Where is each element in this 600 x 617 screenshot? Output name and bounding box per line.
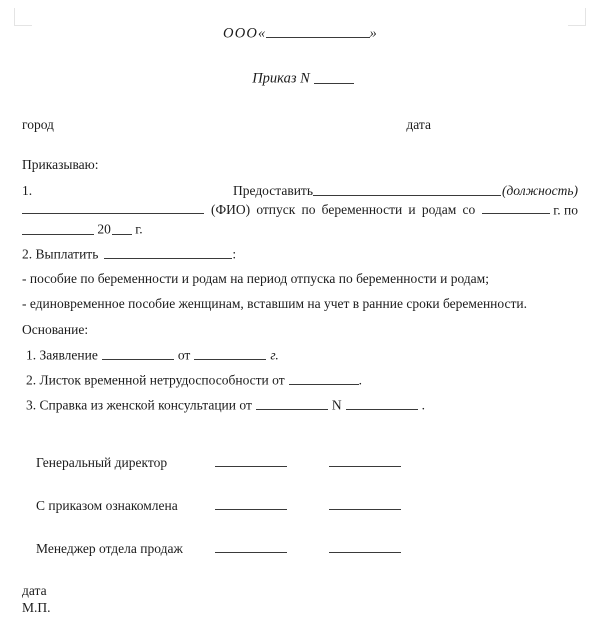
item-1-end-date-blank[interactable] xyxy=(22,221,94,234)
item-1-position-hint: (должность) xyxy=(501,183,578,199)
basis-item-1 xyxy=(22,346,578,363)
footer-seal-label: М.П. xyxy=(22,599,51,615)
org-prefix: ООО xyxy=(223,25,259,42)
item-1-fio-blank[interactable] xyxy=(22,201,204,214)
signature-block xyxy=(22,454,578,557)
signature-line-sign[interactable] xyxy=(215,454,287,467)
basis-item-3-label: Справка из женской консультации от xyxy=(39,397,252,413)
basis-item-1-blank-a[interactable] xyxy=(102,346,174,359)
item-1-po: по xyxy=(564,202,578,218)
order-item-1-line-1 xyxy=(22,183,578,199)
order-number-blank[interactable] xyxy=(314,69,354,83)
quote-close: » xyxy=(369,25,377,42)
signature-row-sales-manager xyxy=(22,540,578,557)
item-2-number: 2. xyxy=(22,246,33,262)
signature-role-label: Генеральный директор xyxy=(36,454,168,470)
basis-item-2-label: Листок временной нетрудоспособности от xyxy=(39,372,285,388)
item-2-colon: : xyxy=(232,246,237,262)
signature-line-sign[interactable] xyxy=(215,540,287,553)
city-date-row: город дата xyxy=(22,116,431,132)
item-1-fio-text xyxy=(204,202,479,218)
basis-item-1-connector: от xyxy=(177,347,191,363)
org-name-blank[interactable] xyxy=(266,24,370,38)
item-1-start-date-blank[interactable] xyxy=(482,201,550,214)
quote-open: « xyxy=(258,25,266,42)
item-1-year-prefix: 20 xyxy=(97,221,111,237)
order-label: Приказ N xyxy=(252,70,310,87)
item-1-number: 1. xyxy=(22,183,33,199)
signature-row-director xyxy=(22,454,578,471)
city-date-spacer xyxy=(22,117,406,133)
document-footer xyxy=(22,583,578,617)
order-lead-in: Приказываю: xyxy=(22,156,99,172)
item-1-year-short: г. xyxy=(553,202,561,218)
item-2-amount-blank[interactable] xyxy=(104,246,232,259)
basis-item-2-suffix: . xyxy=(358,372,362,388)
organization-title xyxy=(22,24,578,42)
benefit-bullet-2: - единовременное пособие женщинам, вставшим на учет в ранние сроки беременности. xyxy=(22,296,527,312)
basis-item-2-blank[interactable] xyxy=(289,372,359,385)
basis-item-1-blank-b[interactable] xyxy=(194,346,266,359)
item-2-verb: Выплатить xyxy=(35,246,99,262)
signature-role-label: С приказом ознакомлена xyxy=(36,497,178,513)
basis-item-2 xyxy=(22,372,578,388)
item-1-verb: Предоставить xyxy=(233,183,313,199)
benefit-bullet-1: - пособие по беременности и родам на период отпуска по беременности и родам; xyxy=(22,271,489,287)
item-1-leave-text: отпуск по беременности и родам со xyxy=(256,202,476,218)
item-1-year-digits-blank[interactable] xyxy=(112,221,132,234)
basis-item-3-connector: N xyxy=(331,397,342,413)
basis-item-3 xyxy=(22,396,578,413)
basis-item-3-blank-b[interactable] xyxy=(346,396,418,409)
item-1-fio-hint: (ФИО) xyxy=(211,202,251,218)
signature-line-name[interactable] xyxy=(329,454,401,467)
signature-role-label: Менеджер отдела продаж xyxy=(36,540,183,556)
order-item-1-line-3 xyxy=(22,221,578,237)
item-1-year-suffix: г. xyxy=(135,221,143,237)
document-content xyxy=(22,0,578,617)
basis-item-3-blank-a[interactable] xyxy=(256,396,328,409)
basis-item-3-number: 3. xyxy=(26,397,37,413)
order-number-title xyxy=(22,69,578,87)
signature-line-sign[interactable] xyxy=(215,497,287,510)
basis-item-1-suffix: г. xyxy=(270,347,279,363)
basis-title: Основание: xyxy=(22,322,89,338)
signature-line-name[interactable] xyxy=(329,497,401,510)
signature-line-name[interactable] xyxy=(329,540,401,553)
item-1-start-date-group xyxy=(479,201,578,218)
order-item-1-line-2 xyxy=(22,201,578,218)
basis-item-1-number: 1. xyxy=(26,347,37,363)
order-item-2 xyxy=(22,246,578,262)
basis-item-2-number: 2. xyxy=(26,372,37,388)
footer-date-label: дата xyxy=(22,582,47,598)
basis-item-1-label: Заявление xyxy=(39,347,98,363)
item-1-position-blank[interactable] xyxy=(313,183,501,195)
date-label: дата xyxy=(406,116,431,132)
basis-item-3-suffix: . xyxy=(421,397,425,413)
signature-row-acknowledged xyxy=(22,497,578,514)
